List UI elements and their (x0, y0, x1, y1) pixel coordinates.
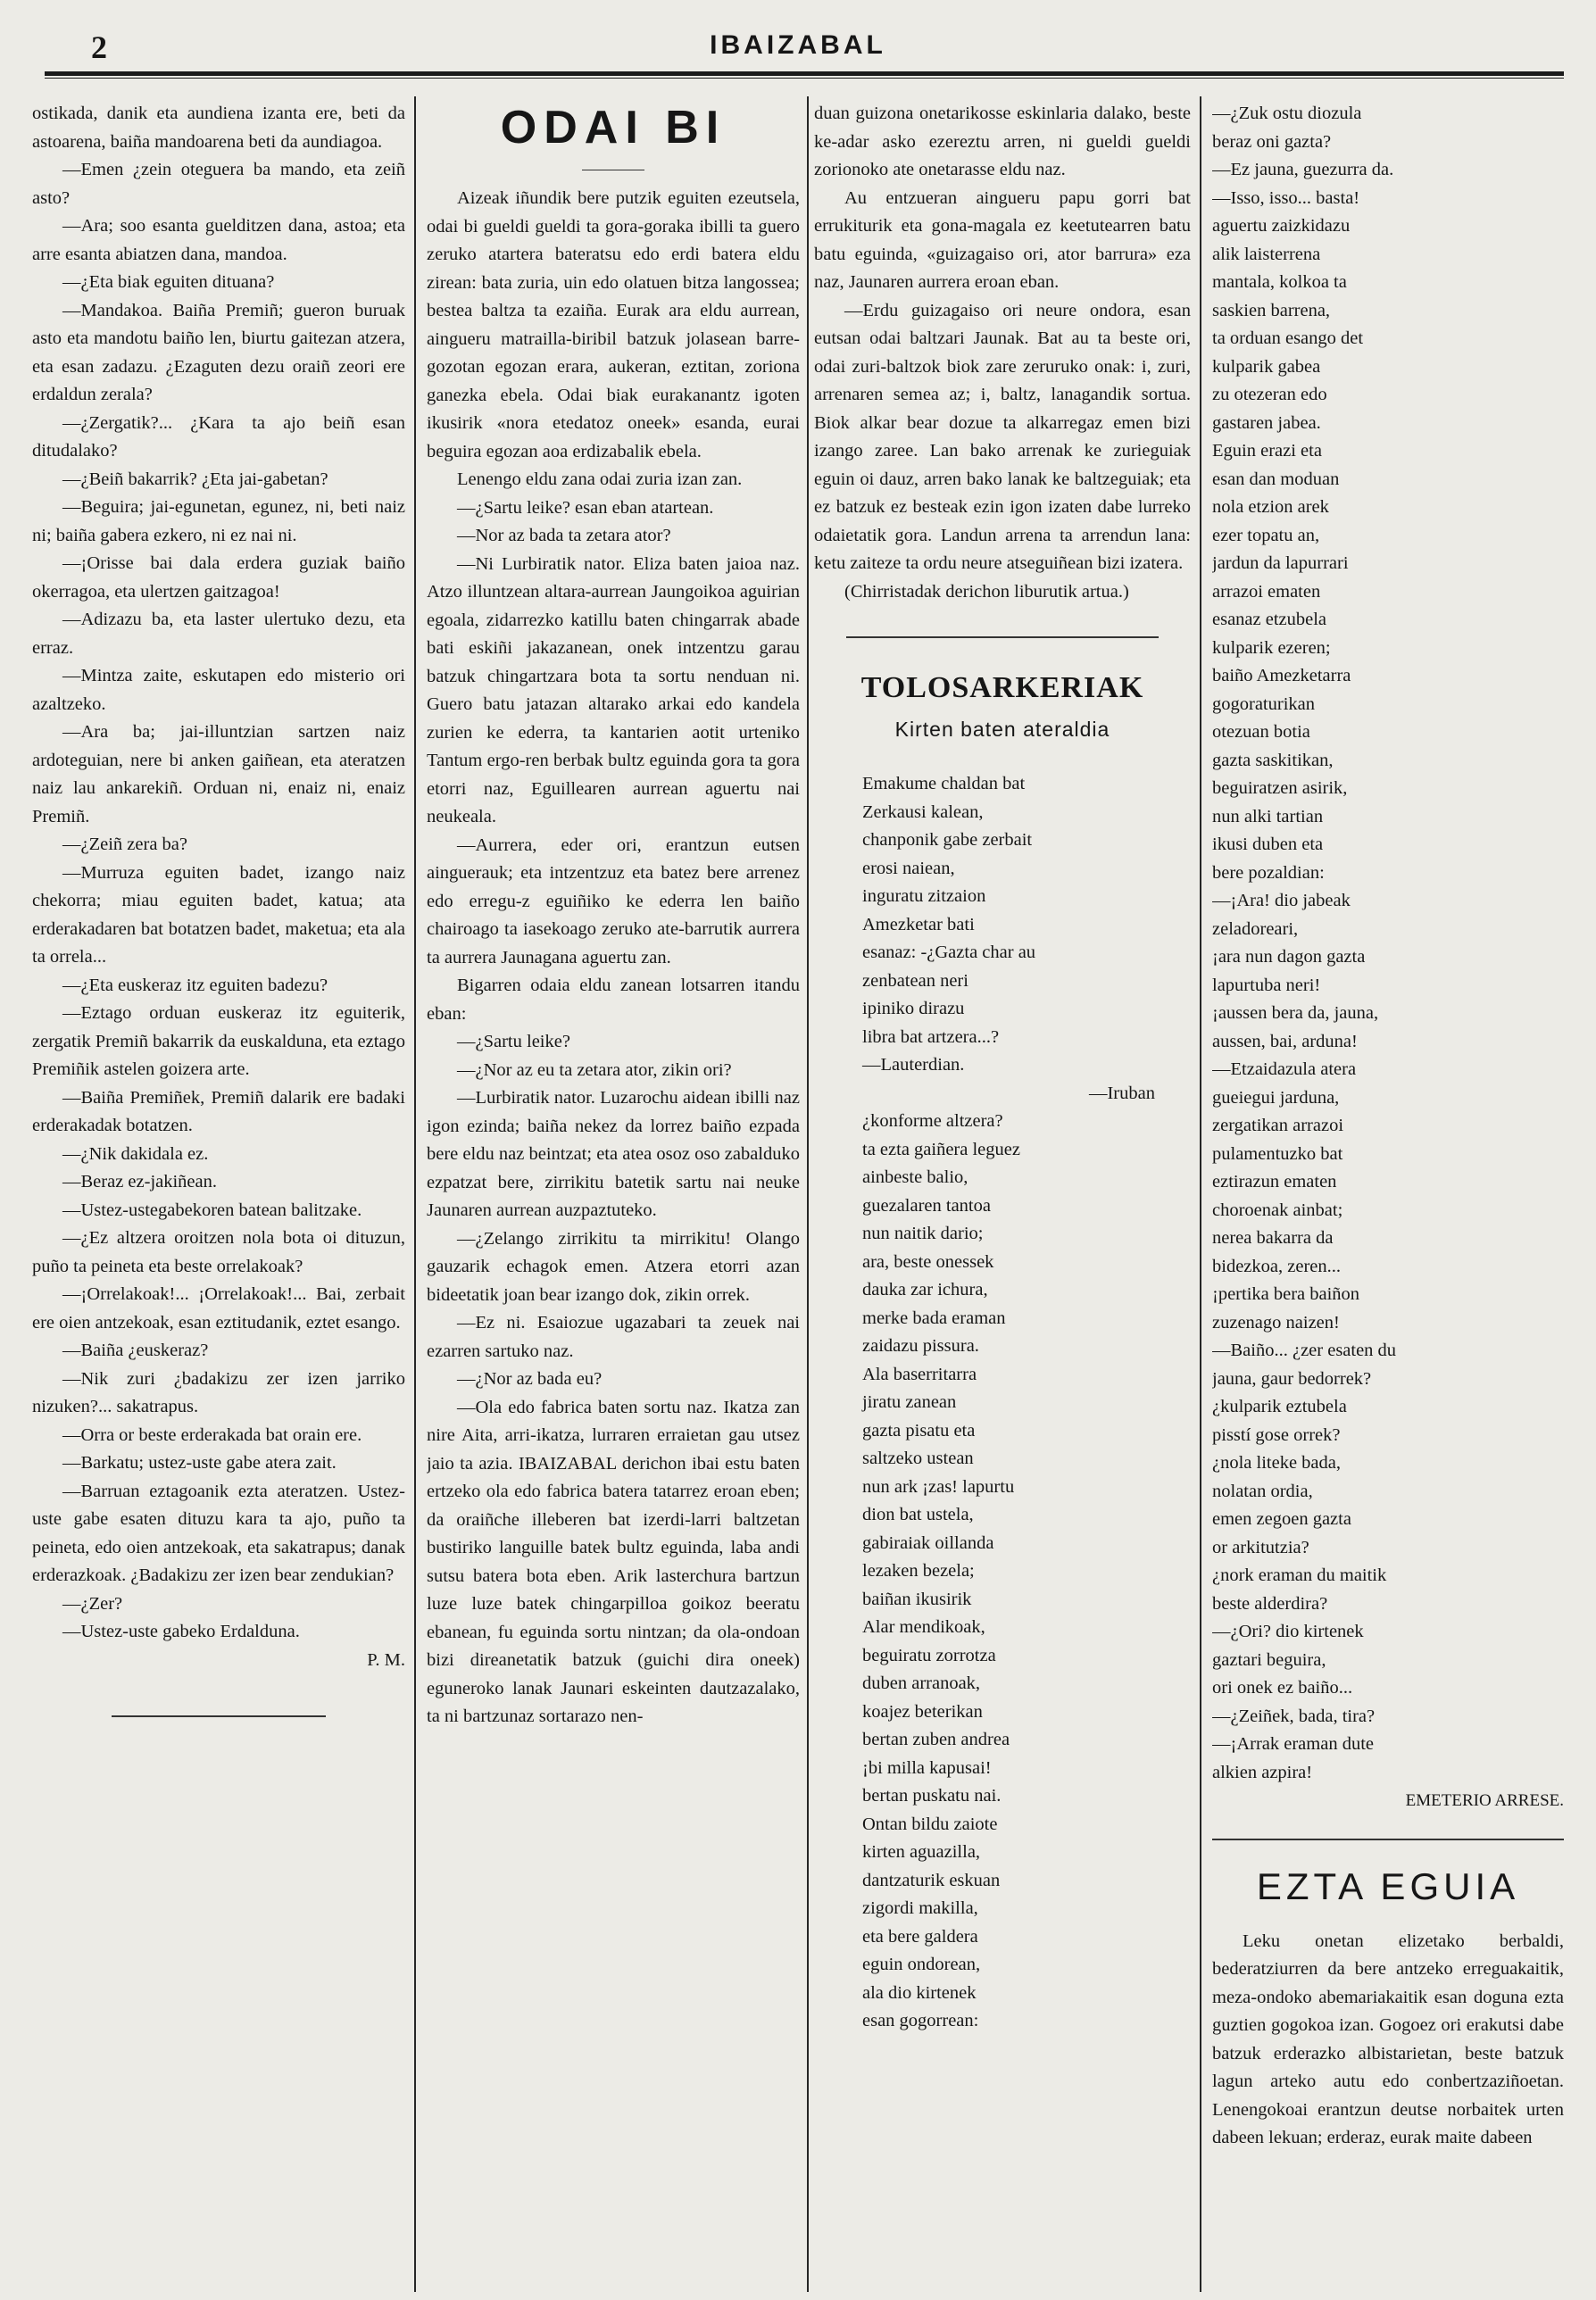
verse-line: esan dan moduan (1212, 469, 1340, 489)
verse-line: nun alki tartian (1212, 806, 1324, 826)
paragraph: —¿Eta euskeraz itz eguiten badezu? (62, 975, 328, 995)
verse-line: lapurtuba neri! (1212, 975, 1321, 995)
verse-line: otezuan botia (1212, 722, 1310, 742)
verse-line: gazta saskitikan, (1212, 750, 1334, 770)
paragraph: —Eztago orduan euskeraz itz eguiterik, zergatik Premiñ bakarrik da euskalduna, eta eztago Premiñik astelen goizera arte. (32, 1003, 405, 1079)
verse-line: esan gogorrean: (862, 2011, 979, 2030)
column-4 (1212, 100, 1564, 2291)
verse-line: ta ezta gaiñera leguez (862, 1139, 1020, 1159)
verse-line: koajez beterikan (862, 1701, 983, 1722)
verse-line: Ontan bildu zaiote (862, 1814, 998, 1834)
paragraph: —Murruza eguiten badet, izango naiz chekorra; miau eguiten badet, katua; ata erderakadaren bat botatzen badet, maketua; eta ala ta orrela... (32, 862, 405, 967)
verse-line: ainbeste balio, (862, 1167, 968, 1187)
verse-line: bidezkoa, zeren... (1212, 1256, 1341, 1276)
paragraph: —¿Ez altzera oroitzen nola bota oi dituzun, puño ta peineta eta beste orrelakoak? (32, 1228, 405, 1276)
verse-line: saltzeko ustean (862, 1449, 974, 1468)
paragraph: —Nor az bada ta zetara ator? (457, 526, 671, 545)
end-rule (112, 1715, 326, 1717)
column-3 (814, 100, 1191, 2291)
article-title-tolosarkeriak: TOLOSARKERIAK (860, 671, 1144, 704)
paragraph: —Barruan eztagoanik ezta ateratzen. Ustez-uste gabe esaten dituzu kara ta ajo, puño ta peineta, edo oien antzekoak, eta sakatrapus; danak erderazkoak. ¿Badakizu zer izen bear zendukian? (32, 1481, 405, 1585)
verse-line: —¿Zeiñek, bada, tira? (1212, 1706, 1376, 1726)
article-text-odai-bi (427, 185, 800, 1731)
paragraph: —Beguira; jai-egunetan, egunez, ni, beti naiz ni; baiña gabera ezkero, ni ez nai ni. (32, 497, 405, 545)
section-rule-2 (1212, 1839, 1564, 1840)
verse-line: —Etzaidazula atera (1212, 1059, 1357, 1079)
paragraph: —¿Zelango zirrikitu ta mirrikitu! Olango gauzarik echagok emen. Atzera etorri azan bideetatik joan bear izango dok, zikin orrek. (427, 1228, 800, 1305)
verse-line: —¡Arrak eraman dute (1212, 1734, 1374, 1754)
paragraph: —Ustez-uste gabeko Erdalduna. (62, 1622, 300, 1641)
verse-line: ta orduan esango det (1212, 328, 1364, 348)
verse-line: —Ez jauna, guezurra da. (1212, 160, 1394, 179)
article-title-odai-bi: ODAI BI (500, 102, 727, 154)
paragraph: (Chirristadak derichon liburutik artua.) (844, 581, 1129, 602)
verse-line: eguin ondorean, (862, 1955, 981, 1974)
verse-line: beste alderdira? (1212, 1593, 1328, 1614)
verse-line: Zerkausi kalean, (862, 801, 984, 822)
verse-line: alkien azpira! (1212, 1762, 1313, 1782)
verse-line: ¡pertika bera baiñon (1212, 1284, 1360, 1304)
verse-line: aussen, bai, arduna! (1212, 1031, 1358, 1051)
paragraph: —¿Sartu leike? (457, 1032, 570, 1051)
column-1 (32, 100, 405, 2291)
verse-line: —¿Ori? dio kirtenek (1212, 1622, 1364, 1641)
paragraph: —¡Orrelakoak!... ¡Orrelakoak!... Bai, zerbait ere oien antzekoak, esan eztitudanik, eztet esango. (32, 1284, 405, 1333)
verse-line: —Lauterdian. (862, 1055, 965, 1075)
verse-line: gazta pisatu eta (862, 1420, 976, 1441)
verse-line: esanaz etzubela (1212, 610, 1327, 629)
verse-line: kulparik ezeren; (1212, 637, 1331, 658)
verse-line: arrazoi ematen (1212, 581, 1321, 602)
paragraph: ostikada, danik eta aundiena izanta ere, beti da astoarena, baiña mandoarena beti da aundiagoa. (32, 104, 405, 152)
verse-line: eztirazun ematen (1212, 1172, 1337, 1192)
verse-line: zeladoreari, (1212, 918, 1299, 939)
paragraph: —Lurbiratik nator. Luzarochu aidean ibilli naz igon ezinda; baiña nekez da lorrez baiño ezpada bere eldu naz beintzat; eta atea osoz oso zabalduko ezpatzat bere, zirrikitu batetik sartu nai neuke Jaunaren aurrean auzpaztuteko. (427, 1088, 800, 1220)
verse-line: —¡Ara! dio jabeak (1212, 891, 1351, 910)
paragraph: —¿Beiñ bakarrik? ¿Eta jai-gabetan? (62, 469, 328, 489)
paragraph: —Ola edo fabrica baten sortu naz. Ikatza zan nire Aita, arri-ikatza, lurraren erraietan gau utsez jaio ta azia. IBAIZABAL derichon ibai estu baten ertzeko ola edo fabrica batera tatarrez eroan eben; da oraiñche illeberen bat izerdi-larri baltzetan bustiriko languille batek bultz eguinda, laba andi sutsu batera bota eben. Arik lasterchura bartzun luze luze batek chingarpilloa goikoz beeratu ebanean, fu eguinda sortu nintzan; da ola-ondoan bizi direanetatik batzuk (guichi dira oneek) eguneroko lanak Jaunari eskeinten dautzazalako, ta ni bartzunaz sortarazo nen- (427, 1397, 800, 1726)
verse-line: dantzaturik eskuan (862, 1870, 1001, 1890)
dialogue-text (32, 100, 405, 1647)
verse-line: ¿nork eraman du maitik (1212, 1565, 1387, 1585)
verse-line: Eguin erazi eta (1212, 441, 1322, 461)
header-rule (45, 71, 1564, 79)
paragraph: —Ara; soo esanta guelditzen dana, astoa; eta arre esanta abiatzen dana, mandoa. (32, 216, 405, 264)
verse-line: —Isso, isso... basta! (1212, 187, 1360, 208)
paragraph: —Baiña ¿euskeraz? (62, 1341, 209, 1360)
verse-line: gastaren jabea. (1212, 412, 1321, 433)
verse-line: baiño Amezketarra (1212, 666, 1351, 685)
paragraph: —Emen ¿zein oteguera ba mando, eta zeiñ asto? (32, 160, 405, 208)
verse-line: zaidazu pissura. (862, 1336, 979, 1356)
column-divider-1 (414, 96, 416, 2292)
verse-line: choroenak ainbat; (1212, 1200, 1343, 1220)
verse-line: ori onek ez baiño... (1212, 1678, 1353, 1698)
verse-line: eta bere galdera (862, 1926, 978, 1947)
verse-line: dion bat ustela, (862, 1505, 974, 1524)
paragraph: —¿Eta biak eguiten dituana? (62, 272, 275, 292)
paragraph: —Adizazu ba, eta laster ulertuko dezu, eta erraz. (32, 610, 405, 658)
verse-line: nun naitik dario; (862, 1224, 984, 1243)
verse-line: jauna, gaur bedorrek? (1212, 1368, 1372, 1389)
poem-verses (814, 770, 1191, 2036)
column-divider-2 (807, 96, 809, 2292)
verse-line: zu otezeran edo (1212, 385, 1327, 404)
paragraph: —Aurrera, eder ori, erantzun eutsen ainguerauk; eta intzentzuz eta batez bere arrenez edo erregu-z eguiñiko ke ederra len baiño chairoago ta iasekoago zeruko ate-barrutik aurrera ta aurrera Jaunagana aguertu zan. (427, 834, 800, 967)
verse-line: inguratu zitzaion (862, 886, 986, 906)
verse-line: dauka zar ichura, (862, 1280, 988, 1299)
verse-line: Ala baserritarra (862, 1364, 977, 1384)
paragraph: —¿Nor az eu ta zetara ator, zikin ori? (457, 1059, 732, 1080)
verse-line: zergatikan arrazoi (1212, 1116, 1344, 1135)
verse-line: ezer topatu an, (1212, 525, 1320, 545)
column-2 (427, 100, 800, 2291)
verse-line: mantala, kolkoa ta (1212, 272, 1347, 292)
verse-line: lezaken bezela; (862, 1561, 975, 1581)
paragraph: —¿Nik dakidala ez. (62, 1143, 209, 1164)
verse-line: merke bada eraman (862, 1308, 1006, 1328)
paragraph: —Erdu guizagaiso ori neure ondora, esan eutsan odai baltzari Jaunak. Bat au ta beste ori, odai zuri-baltzok biok zare zeruruko onak: i, zuri, arrenaren semea az; i, baltz, lanagandik sortua. Biok alkar bear dozue ta alkarregaz emen bizi izango zaree. Lan bako arrenak ke zurieguiak eguin oi dauz, arren bako lanak ke baltzeguiak; eta ez batzuk ez besteak ezin igon izaten dabe lurreko odaietatik gora. Landun arrena ta arrendun lana: ketu zaiteze ta ordu neure atseguiñean bizi izatera. (814, 300, 1191, 573)
verse-line: jardun da lapurrari (1212, 553, 1349, 573)
verse-line: —¿Zuk ostu diozula (1212, 104, 1362, 123)
paragraph: —¿Nor az bada eu? (457, 1369, 603, 1389)
verse-line: erosi naiean, (862, 858, 955, 878)
verse-line: gogoraturikan (1212, 693, 1315, 714)
verse-line: Alar mendikoak, (862, 1617, 985, 1637)
poem-verses-continued (1212, 100, 1564, 1787)
verse-line: guezalaren tantoa (862, 1195, 991, 1216)
verse-line: ara, beste onessek (862, 1251, 994, 1272)
paragraph: —Ustez-ustegabekoren batean balitzake. (62, 1200, 362, 1220)
verse-line: Amezketar bati (862, 914, 975, 934)
verse-line: aguertu zaizkidazu (1212, 216, 1351, 236)
verse-line: kirten aguazilla, (862, 1842, 981, 1862)
verse-line: ala dio kirtenek (862, 1982, 977, 2003)
verse-line: beraz oni gazta? (1212, 131, 1332, 152)
paragraph: —Mintza zaite, eskutapen edo misterio ori azaltzeko. (32, 666, 405, 714)
verse-line: Emakume chaldan bat (862, 774, 1026, 793)
verse-line: libra bat artzera...? (862, 1026, 1000, 1047)
verse-line: ipiniko dirazu (862, 999, 965, 1018)
verse-line: —Baiño... ¿zer esaten du (1212, 1341, 1397, 1360)
verse-line: saskien barrena, (1212, 300, 1331, 320)
paragraph: —¿Sartu leike? esan eban atartean. (457, 497, 714, 518)
article-title-ezta-eguia: EZTA EGUIA (1256, 1864, 1520, 1907)
paragraph: Aizeak iñundik bere putzik eguiten ezeutsela, odai bi gueldi gueldi ta gora-goraka ibilli ta guero zeruko atartera bateratsu edo erdi batera eldu zirean: bata zuria, uin edo olatuen bitza langossea; bestea baltza ta ezaiña. Eurak ara eldu aurrean, aingueru matrailla-biribil batzuk jolasean barre-gozotan egozan erara, aukeran, eztitan, zoriona ganezka ebela. Odai biak eurakanantz igoten ikusirik «nora etedatoz oneek» esanda, eurai beguira egozan aoa erdizabalik ebela. (427, 188, 800, 461)
verse-line: zenbatean neri (862, 970, 968, 991)
verse-line: nolatan ordia, (1212, 1481, 1313, 1501)
verse-line: emen zegoen gazta (1212, 1509, 1351, 1529)
paragraph: —¡Orisse bai dala erdera guziak baiño okerragoa, eta ulertzen gaitzagoa! (32, 553, 405, 602)
paragraph: Au entzueran ainguеru papu gorri bat errukiturik eta gona-magala ez keetutearren batu batu eguinda, «guizagaiso ori, ator barrura» eza naz, Jaunaren aurrera eroan eban. (814, 187, 1191, 292)
paragraph: —Barkatu; ustez-uste gabe atera zait. (62, 1453, 337, 1473)
verse-line: ¿nola liteke bada, (1212, 1453, 1342, 1473)
paragraph: —¿Zer? (62, 1593, 123, 1614)
verse-line: chanponik gabe zerbait (862, 830, 1033, 850)
masthead (32, 25, 1564, 75)
verse-line: ¿konforme altzera? (862, 1111, 1003, 1131)
verse-line: bertan zuben andrea (862, 1730, 1010, 1749)
signature-pm: P. M. (367, 1649, 405, 1670)
verse-line: beguiratzen asirik, (1212, 778, 1348, 798)
verse-line: baiñan ikusirik (862, 1589, 972, 1609)
paragraph: —Beraz ez-jakiñean. (62, 1172, 218, 1192)
verse-line: gabiraiak oillanda (862, 1532, 994, 1553)
article-subtitle: Kirten baten ateraldia (894, 718, 1110, 741)
paragraph: —¿Zeiñ zera ba? (62, 834, 187, 854)
verse-line: alik laisterrena (1212, 244, 1321, 264)
paragraph: —Ez ni. Esaiozue ugazabari ta zeuek nai ezarren sartuko naz. (427, 1313, 800, 1361)
paragraph: Lenengo eldu zana odai zuria izan zan. (457, 469, 743, 489)
verse-line: pulamentuzko bat (1212, 1143, 1343, 1164)
verse-line: gaztari beguira, (1212, 1649, 1326, 1670)
article-text-ezta-eguia: Leku onetan elizetako berbaldi, bederatziurren da bere antzeko erreguakaitik, meza-ondoko abemariakaitik esan doguna ezta guztien gogokoa izan. Gogoez ori erakutsi dabe batzuk erderazko albistarietan, beste batzuk lagun arteko autu edo conbertzaziñoetan. Lenengokoai erantzun deutse norbaitek urten dabeen lekuan; erderaz, eurak maite dabeen (1212, 1931, 1564, 2147)
verse-line: kulparik gabea (1212, 356, 1321, 377)
paragraph: —¿Zergatik?... ¿Kara ta ajo beiñ esan ditudalako? (32, 412, 405, 461)
verse-line: esanaz: -¿Gazta char au (862, 942, 1036, 962)
section-rule (846, 636, 1159, 638)
verse-line: nerea bakarra da (1212, 1228, 1334, 1248)
verse-line: ¡aussen bera da, jauna, (1212, 1003, 1379, 1023)
verse-line: ¡bi milla kapusai! (862, 1757, 992, 1778)
paragraph: —Baiña Premiñek, Premiñ dalarik ere badaki erderakadak botatzen. (32, 1087, 405, 1135)
verse-line: pisstí gose orrek? (1212, 1424, 1341, 1445)
paragraph: —Orra or beste erderakada bat orain ere. (62, 1424, 362, 1445)
article-text-continued (814, 100, 1191, 606)
verse-line: bere pozaldian: (1212, 862, 1325, 883)
verse-line: beguiratu zorrotza (862, 1645, 996, 1665)
column-divider-3 (1200, 96, 1201, 2292)
verse-line: ¡ara nun dagon gazta (1212, 947, 1366, 967)
verse-line: ikusi duben eta (1212, 834, 1324, 854)
paragraph: duan guizona onetarikosse eskinlaria dalako, beste ke-adar asko ezereztu arren, ni gueldi gueldi zorionoko ate onetarasse eldu naz. (814, 104, 1191, 179)
verse-line: zigordi makilla, (862, 1898, 978, 1918)
verse-line: nola etzion arek (1212, 497, 1329, 517)
verse-line: zuzenago naizen! (1212, 1312, 1340, 1333)
paragraph: —Ni Lurbiratik nator. Eliza baten jaioa naz. Atzo illuntzean altara-aurrean Jaungoikoa aguirian egoala, zidarrezko katillu baten chingarrak abade bati eskiñi jakazanean, onek intzentzu garau batzuk chingartzara bota ta sortu nenduan ni. Guero batu jatazan altarako arkai edo kandela zurien ke ederra, ta kantarien aotit urteniko Tantum ergo-ren berbak bultz eguinda gora ta gora etorri naz, Eguillearen aurrean aguertu nai neukeala. (427, 553, 800, 826)
verse-line: —Iruban (1088, 1083, 1155, 1103)
verse-line: duben arranoak, (862, 1673, 981, 1693)
paragraph: —Ara ba; jai-illuntzian sartzen naiz ardoteguian, nere bi anken gaiñean, eta ateratzen naiz lau ankarekiñ. Orduan ni, enaiz ni, enaiz Premiñ. (32, 722, 405, 826)
paragraph: —Mandakoa. Baiña Premiñ; gueron buruak asto eta mandotu baiño len, biurtu gaitezan atzera, eta esan zadazu. ¿Ezaguten dezu oraiñ zeori ere erdaldun zerala? (32, 300, 405, 404)
verse-line: or arkitutzia? (1212, 1537, 1309, 1557)
verse-line: gueiegui jarduna, (1212, 1087, 1340, 1108)
signature-arrese: EMETERIO ARRESE. (1405, 1791, 1564, 1810)
verse-line: bertan puskatu nai. (862, 1786, 1002, 1806)
verse-line: ¿kulparik eztubela (1212, 1397, 1347, 1416)
page-number: 2 (91, 29, 107, 65)
journal-title: IBAIZABAL (710, 30, 886, 60)
paragraph: Bigarren odaia eldu zanean lotsarren itandu eban: (427, 976, 800, 1024)
verse-line: nun ark ¡zas! lapurtu (862, 1476, 1015, 1497)
paragraph: —Nik zuri ¿badakizu zer izen jarriko nizuken?... sakatrapus. (32, 1368, 405, 1416)
verse-line: jiratu zanean (862, 1392, 957, 1412)
